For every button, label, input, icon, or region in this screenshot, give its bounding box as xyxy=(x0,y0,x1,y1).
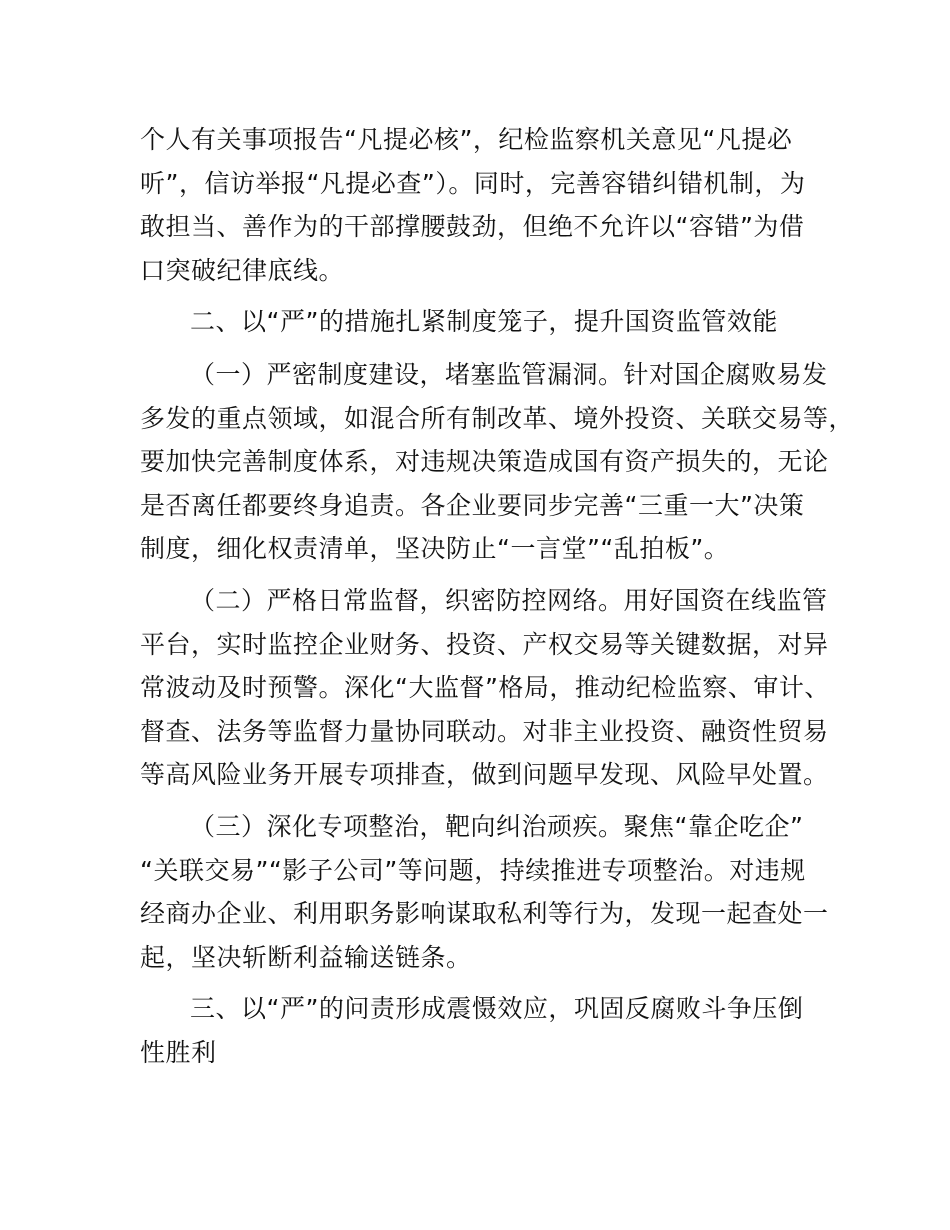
paragraph-line: （二）严格日常监督，织密防控网络。用好国资在线监管 xyxy=(190,586,828,615)
paragraph-line: 制度，细化权责清单，坚决防止“一言堂”“乱拍板”。 xyxy=(140,534,730,563)
paragraph-2 xyxy=(140,353,855,571)
paragraph-4 xyxy=(140,805,840,979)
paragraph-line: 常波动及时预警。深化“大监督”格局，推动纪检监察、审计、 xyxy=(140,673,830,702)
paragraph-1 xyxy=(140,118,840,292)
section-heading-2 xyxy=(140,300,840,344)
heading-line: 三、以“严”的问责形成震慑效应，巩固反腐败斗争压倒 xyxy=(190,994,804,1023)
paragraph-line: （一）严密制度建设，堵塞监管漏洞。针对国企腐败易发 xyxy=(190,360,828,389)
paragraph-line: 起，坚决斩断利益输送链条。 xyxy=(140,942,472,972)
paragraph-line: 要加快完善制度体系，对违规决策造成国有资产损失的，无论 xyxy=(140,447,829,476)
paragraph-line: 口突破纪律底线。 xyxy=(140,255,345,285)
paragraph-line: 等高风险业务开展专项排查，做到问题早发现、风险早处置。 xyxy=(140,760,829,789)
paragraph-3 xyxy=(140,579,840,797)
paragraph-line: 经商办企业、利用职务影响谋取私利等行为，发现一起查处一 xyxy=(140,899,829,928)
section-heading-3 xyxy=(140,987,840,1074)
paragraph-line: “关联交易”“影子公司”等问题，持续推进专项整治。对违规 xyxy=(140,855,806,885)
paragraph-line: 督查、法务等监督力量协同联动。对非主业投资、融资性贸易 xyxy=(140,716,829,746)
heading-line: 性胜利 xyxy=(140,1037,217,1067)
paragraph-line: 敢担当、善作为的干部撑腰鼓劲，但绝不允许以“容错”为借 xyxy=(140,212,805,241)
paragraph-line: 听”，信访举报“凡提必查”）。同时，完善容错纠错机制，为 xyxy=(140,168,806,198)
paragraph-line: 多发的重点领域，如混合所有制改革、境外投资、关联交易等， xyxy=(140,403,855,433)
paragraph-line: 个人有关事项报告“凡提必核”，纪检监察机关意见“凡提必 xyxy=(140,125,793,154)
heading-line: 二、以“严”的措施扎紧制度笼子，提升国资监管效能 xyxy=(190,307,778,336)
paragraph-line: （三）深化专项整治，靶向纠治顽疾。聚焦“靠企吃企” xyxy=(190,812,804,841)
paragraph-line: 平台，实时监控企业财务、投资、产权交易等关键数据，对异 xyxy=(140,629,829,659)
paragraph-line: 是否离任都要终身追责。各企业要同步完善“三重一大”决策 xyxy=(140,490,805,520)
